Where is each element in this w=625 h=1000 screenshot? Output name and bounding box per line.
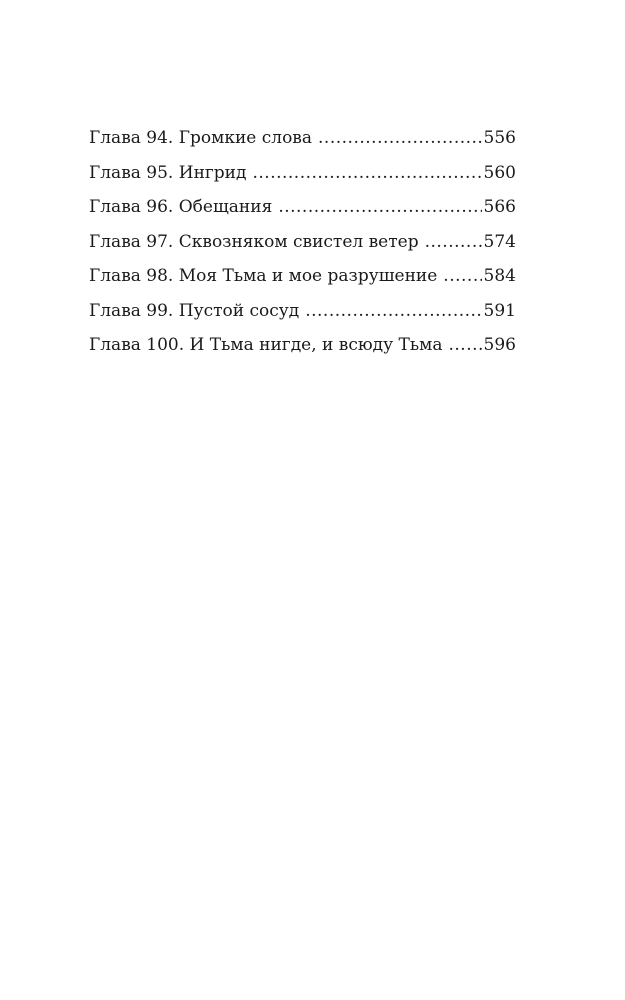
page-number: 591 [483,300,516,321]
toc-entry-99 [89,301,516,336]
chapter-title: Глава 98. Моя Тьма и мое разрушение [89,266,438,286]
dot-leader [278,197,481,217]
page-number: 574 [483,231,516,252]
chapter-title: Глава 95. Ингрид [89,162,247,183]
chapter-title: Глава 100. И Тьма нигде, и всюду Тьма [89,335,443,355]
chapter-title: Глава 99. Пустой сосуд [89,300,300,321]
toc-entry-98 [89,266,516,301]
dot-leader [449,335,482,355]
table-of-contents [89,128,516,370]
page-number: 560 [483,162,516,183]
toc-entry-100 [89,335,516,370]
dot-leader [252,163,481,183]
toc-entry-96 [89,197,516,232]
chapter-title: Глава 94. Громкие слова [89,128,313,148]
toc-entry-95 [89,163,516,198]
toc-entry-97 [89,232,516,267]
page-number: 566 [483,197,516,217]
chapter-title: Глава 96. Обещания [89,197,273,217]
chapter-title: Глава 97. Сквозняком свистел ветер [89,231,419,252]
dot-leader [443,266,481,286]
page-number: 556 [483,128,516,148]
page-number: 596 [483,335,516,355]
page-number: 584 [483,266,516,286]
dot-leader [318,128,482,148]
toc-entry-94 [89,128,516,163]
dot-leader [425,232,482,252]
dot-leader [305,301,481,321]
